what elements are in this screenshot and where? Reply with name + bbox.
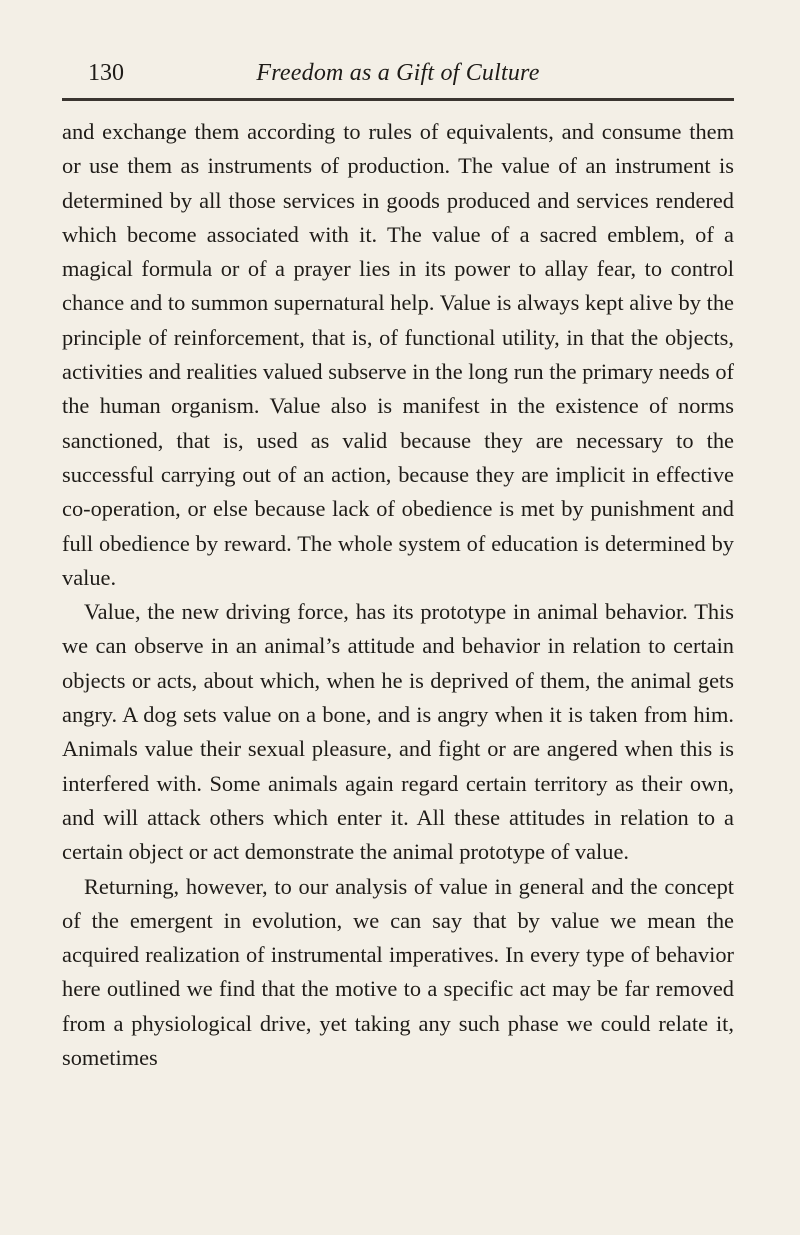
paragraph-2: Value, the new driving force, has its prototype in animal behavior. This we can observe in an animal’s attitude and behavior in relation to certain objects or acts, about which, when he is deprived of them, the animal gets angry. A dog sets value on a bone, and is angry when it is taken from him. Animals value their sexual pleasure, and fight or are angered when this is interfered with. Some animals again regard certain territory as their own, and will attack others which enter it. All these attitudes in relation to a certain object or act demonstrate the animal prototype of value.	[62, 599, 734, 865]
running-title: Freedom as a Gift of Culture	[256, 60, 540, 86]
body-text	[62, 115, 734, 1075]
running-head	[62, 56, 734, 90]
book-page	[62, 56, 734, 1075]
page-number: 130	[88, 60, 124, 86]
paragraph-1: and exchange them according to rules of equivalents, and consume them or use them as instruments of production. The value of an instrument is determined by all those services in goods produced and services rendered which become associated with it. The value of a sacred emblem, of a magical formula or of a prayer lies in its power to allay fear, to control chance and to summon supernatural help. Value is always kept alive by the principle of reinforcement, that is, of functional utility, in that the objects, activities and realities valued subserve in the long run the primary needs of the human organism. Value also is manifest in the existence of norms sanctioned, that is, used as valid because they are necessary to the successful carrying out of an action, because they are implicit in effective co-operation, or else because lack of obedience is met by punishment and full obedience by reward. The whole system of education is determined by value.	[62, 119, 734, 590]
paragraph-3: Returning, however, to our analysis of value in general and the concept of the emergent in evolution, we can say that by value we mean the acquired realization of instrumental imperatives. In every type of behavior here outlined we find that the motive to a specific act may be far removed from a physiological drive, yet taking any such phase we could relate it, sometimes	[62, 873, 734, 1071]
header-rule	[62, 98, 734, 101]
